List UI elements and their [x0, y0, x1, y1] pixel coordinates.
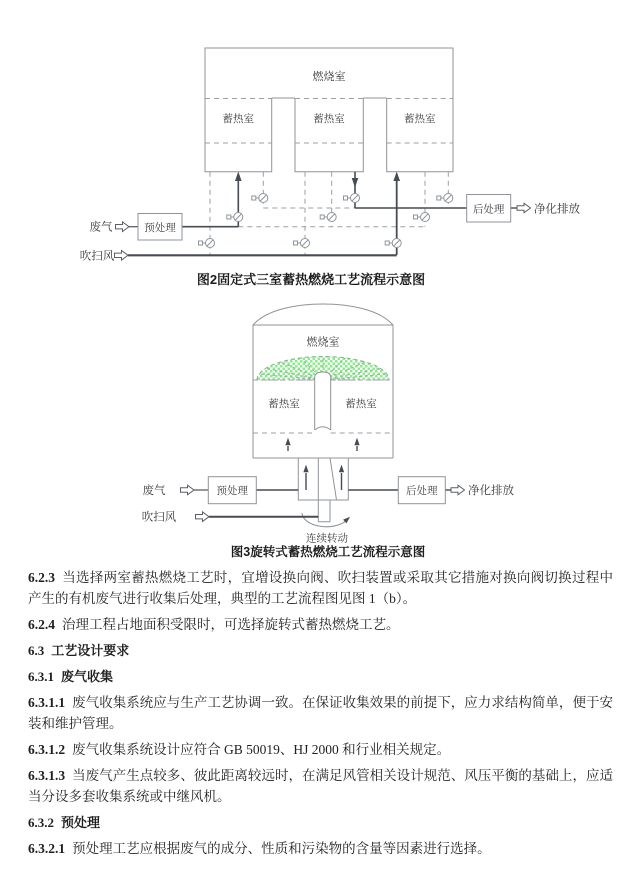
rotation-label: 连续转动	[306, 533, 348, 545]
clause-text: 废气收集系统应与生产工艺协调一致。在保证收集效果的前提下，应力求结构简单，便于安装和维护管理。	[28, 695, 613, 731]
purgeair-label: 吹扫风	[141, 511, 177, 524]
drive-shaft	[318, 500, 330, 522]
up-arrowhead	[285, 438, 290, 446]
valve-icon	[414, 213, 430, 222]
pretreatment-label: 预处理	[216, 486, 249, 497]
clause-number: 6.3.1.2	[28, 742, 66, 757]
heading-6-3-1	[28, 666, 613, 687]
purge-arrow-icon	[115, 251, 129, 261]
rotation-arc	[302, 513, 347, 527]
heading-text: 废气收集	[61, 669, 114, 684]
heading-text: 工艺设计要求	[51, 643, 130, 658]
figure2-diagram	[80, 48, 581, 287]
clause-6-2-4	[28, 614, 613, 635]
figure3-caption: 图3旋转式蓄热燃烧工艺流程示意图	[230, 545, 426, 559]
valve-icon	[252, 194, 268, 203]
figure2-caption: 图2固定式三室蓄热燃烧工艺流程示意图	[196, 272, 426, 287]
figure3-diagram	[142, 304, 515, 559]
purgeair-label: 吹扫风	[79, 250, 115, 263]
inlet-arrow-icon	[116, 222, 130, 232]
clause-number: 6.3.2.1	[28, 841, 66, 856]
regenerator-columns	[205, 98, 453, 172]
clause-6-2-3	[28, 567, 613, 609]
document-body	[28, 567, 613, 864]
valve-icon	[320, 213, 336, 222]
valve-icon	[437, 194, 453, 203]
valve-icon	[227, 213, 243, 222]
vessel-flow-lines	[288, 446, 357, 451]
up-arrowhead	[393, 172, 400, 182]
inlet-arrow-icon	[181, 485, 195, 495]
clause-text: 当选择两室蓄热燃烧工艺时，宜增设换向阀、吹扫装置或采取其它措施对换向阀切换过程中产生的有机废气进行收集后处理，典型的工艺流程图见图 1（b）。	[28, 570, 613, 606]
valve-icon	[344, 194, 360, 203]
clause-number: 6.3.1.3	[28, 768, 66, 783]
posttreatment-label: 后处理	[472, 204, 505, 216]
central-column	[315, 372, 331, 430]
wastegas-label: 废气	[89, 221, 113, 234]
clause-6-3-1-3	[28, 765, 613, 807]
clause-text: 废气收集系统设计应符合 GB 50019、HJ 2000 和行业相关规定。	[72, 742, 451, 757]
heading-6-3-2	[28, 812, 613, 833]
regenerator-label: 蓄热室	[222, 114, 255, 125]
clause-number: 6.2.3	[28, 570, 55, 585]
purge-arrow-icon	[196, 512, 210, 522]
pretreatment-label: 预处理	[144, 223, 176, 234]
valve-icon	[294, 239, 310, 248]
regenerator-label: 蓄热室	[313, 114, 345, 125]
emission-arrow-icon	[517, 203, 531, 213]
clause-text: 治理工程占地面积受限时，可选择旋转式蓄热燃烧工艺。	[62, 617, 400, 632]
regenerator-label: 蓄热室	[404, 114, 436, 125]
clause-6-3-1-2	[28, 739, 613, 760]
clause-number: 6.3.2	[28, 815, 54, 830]
combustion-chamber-label: 燃烧室	[306, 336, 340, 349]
emission-arrow-icon	[451, 485, 465, 495]
valve-icon	[385, 239, 401, 248]
up-arrowhead	[235, 172, 242, 182]
heading-text: 预处理	[61, 815, 101, 830]
regenerator-label: 蓄热室	[268, 399, 300, 410]
clause-number: 6.3	[28, 643, 45, 658]
combustion-chamber-label: 燃烧室	[312, 71, 346, 83]
clause-6-3-1-1	[28, 692, 613, 734]
clause-number: 6.3.1.1	[28, 695, 66, 710]
posttreatment-label: 后处理	[406, 486, 438, 497]
emission-label: 净化排放	[534, 203, 580, 216]
emission-label: 净化排放	[468, 485, 514, 497]
heading-6-3	[28, 640, 613, 661]
clause-text: 预处理工艺应根据废气的成分、性质和污染物的含量等因素进行选择。	[72, 841, 491, 856]
up-arrowhead	[354, 438, 359, 446]
clause-number: 6.3.1	[28, 669, 54, 684]
clause-text: 当废气产生点较多、彼此距离较远时，在满足风管相关设计规范、风压平衡的基础上，应适当分设多套收集系统或中继风机。	[28, 768, 613, 804]
clause-number: 6.2.4	[28, 617, 55, 632]
wastegas-label: 废气	[142, 485, 166, 497]
regenerator-label: 蓄热室	[345, 399, 377, 410]
down-arrowhead	[352, 178, 359, 188]
clause-6-3-2-1	[28, 838, 613, 859]
valve-icon	[199, 239, 215, 248]
